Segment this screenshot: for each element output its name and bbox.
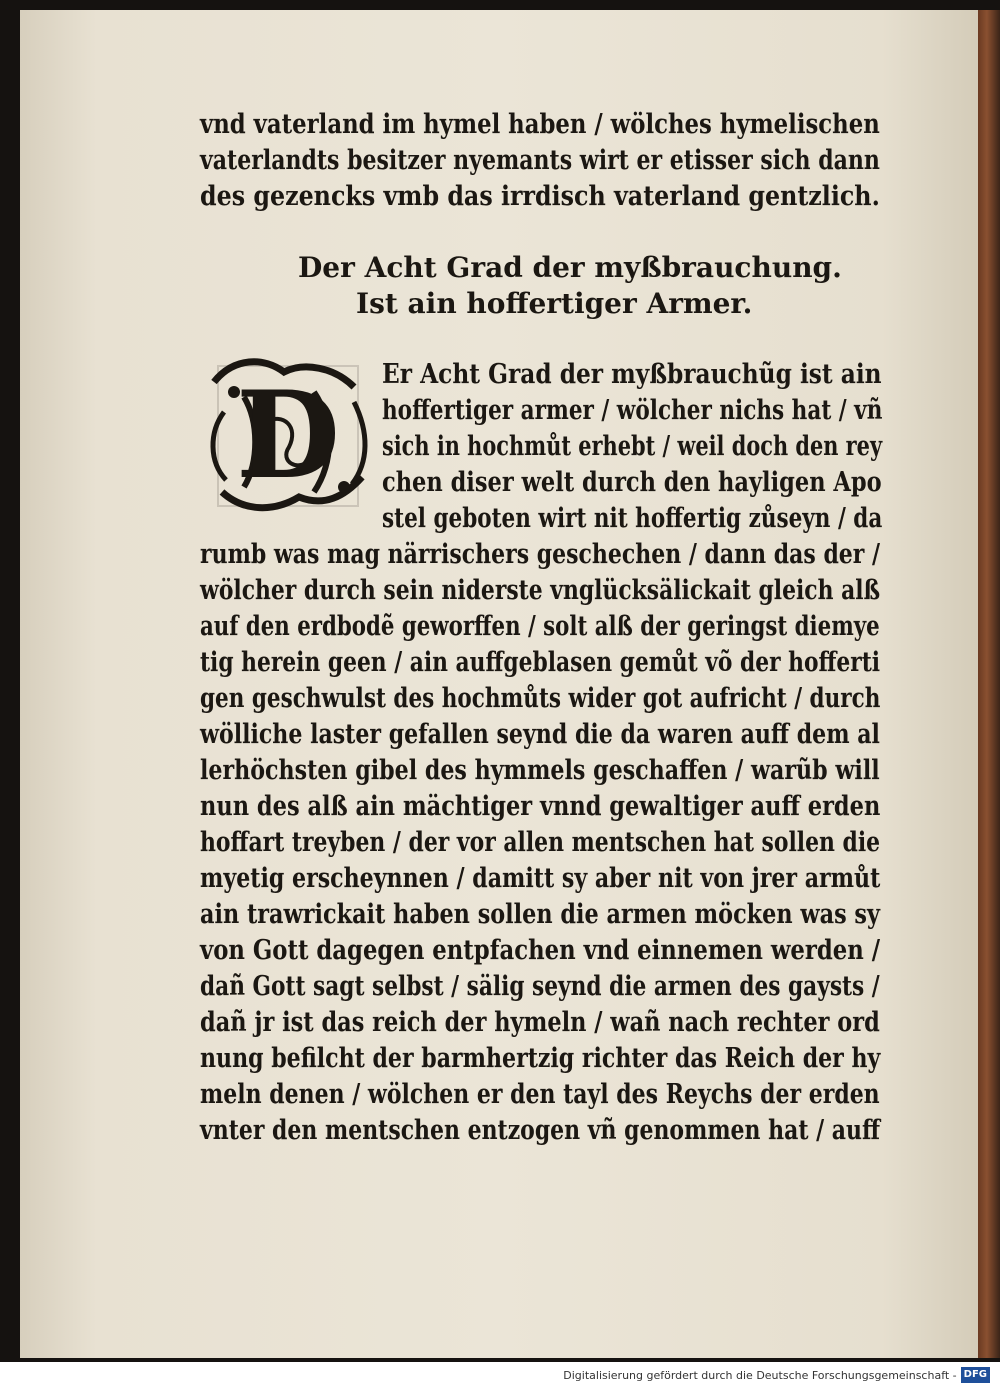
text-line: Er Acht Grad der myßbrauchũg ist ain [382,359,882,390]
text-line: meln denen / wölchen er den tayl des Reychs der erden [200,1079,880,1110]
text-line: sich in hochmůt erhebt / weil doch den rey [382,431,883,462]
text-line: myetig erscheynnen / damitt sy aber nit von jrer armůt [200,863,881,894]
text-line: wölcher durch sein niderste vnglücksälickait gleich alß [200,575,881,606]
text-line: vaterlandts besitzer nyemants wirt er etisser sich dann [200,145,880,176]
text-line: chen diser welt durch den hayligen Apo [382,467,882,498]
text-line: hoffertiger armer / wölcher nichs hat / vñ [382,395,883,426]
text-line: nun des alß ain mächtiger vnnd gewaltiger auff erden [200,791,881,822]
text-line: von Gott dagegen entpfachen vnd einnemen werden / [200,935,881,966]
dfg-logo: DFG [961,1367,990,1383]
text-line: vnd vaterland im hymel haben / wölches hymelischen [200,109,880,140]
chapter-heading: Der Acht Grad der myßbrauchung. [298,251,842,284]
text-line: hoffart treyben / der vor allen mentschen hat sollen die [200,827,881,858]
decorated-initial-letter [204,352,372,520]
text-line: nung befilcht der barmhertzig richter das Reich der hy [200,1043,881,1074]
text-line: des gezencks vmb das irrdisch vaterland gentzlich. [200,181,880,212]
text-line: wölliche laster gefallen seynd die da waren auff dem al [200,719,880,750]
text-line: ain trawrickait haben sollen die armen möcken was sy [200,899,880,930]
initial-letter: D [235,365,341,506]
text-line: vnter den mentschen entzogen vñ genommen hat / auff [200,1115,881,1146]
text-line: dañ Gott sagt selbst / sälig seynd die armen des gaysts / [200,971,880,1002]
text-line: dañ jr ist das reich der hymeln / wañ nach rechter ord [200,1007,880,1038]
text-line: stel geboten wirt nit hoffertig zůseyn / da [382,503,883,534]
book-cover-edge [978,10,1000,1358]
text-line: lerhöchsten gibel des hymmels geschaffen / warũb will [200,755,880,786]
text-line: gen geschwulst des hochmůts wider got aufricht / durch [200,683,881,714]
chapter-subheading: Ist ain hoffertiger Armer. [356,287,753,320]
text-line: tig herein geen / ain auffgeblasen gemůt võ der hofferti [200,647,881,678]
digitization-footer [563,1366,990,1384]
text-line: auf den erdbodẽ geworffen / solt alß der geringst diemye [200,611,880,642]
text-line: rumb was mag närrischers geschechen / dann das der / [200,539,881,570]
footer-text: Digitalisierung gefördert durch die Deutsche Forschungsgemeinschaft - [563,1368,957,1382]
